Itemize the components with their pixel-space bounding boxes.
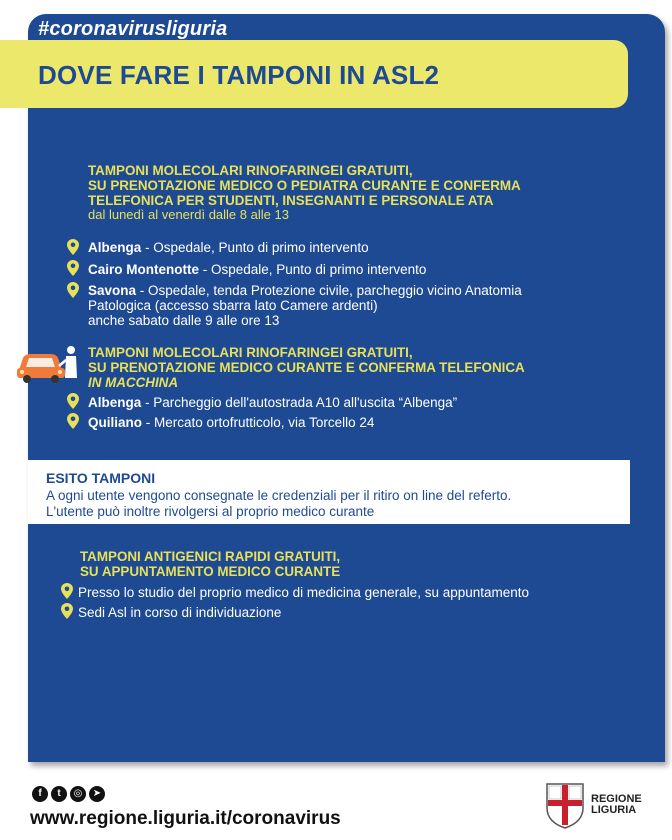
regione-liguria-logo	[545, 782, 665, 832]
esito-line: A ogni utente vengono consegnate le credenziali per il ritiro on line del referto.	[46, 488, 512, 503]
location-item	[88, 262, 426, 277]
hashtag: #coronavirusliguria	[38, 18, 228, 40]
regional-crest-icon	[545, 782, 585, 830]
location-desc: - Parcheggio dell'autostrada A10 all'uscita “Albenga”	[141, 395, 458, 410]
location-item	[88, 395, 457, 410]
esito-line: L'utente può inoltre rivolgersi al proprio medico curante	[46, 504, 375, 519]
location-name: Savona	[88, 283, 137, 298]
location-pin-icon	[67, 413, 79, 429]
location-pin-icon	[67, 282, 79, 298]
page-title: DOVE FARE I TAMPONI IN ASL2	[38, 60, 440, 90]
instagram-icon[interactable]: ◎	[70, 786, 86, 802]
esito-box	[28, 460, 630, 524]
section2-header-italic: IN MACCHINA	[88, 375, 179, 390]
website-link[interactable]: www.regione.liguria.it/coronavirus	[30, 808, 341, 829]
section2-header	[88, 345, 525, 390]
section3-header-line: TAMPONI ANTIGENICI RAPIDI GRATUITI,	[80, 549, 341, 564]
section1-header-line: TAMPONI MOLECOLARI RINOFARINGEI GRATUITI,	[88, 163, 413, 178]
section3-header-line: SU APPUNTAMENTO MEDICO CURANTE	[80, 564, 341, 579]
section2-header-line: TAMPONI MOLECOLARI RINOFARINGEI GRATUITI,	[88, 345, 413, 360]
location-desc: - Mercato ortofrutticolo, via Torcello 24	[142, 415, 375, 430]
location-item	[88, 283, 522, 328]
location-desc: - Ospedale, Punto di primo intervento	[199, 262, 427, 277]
location-extra-line: Patologica (accesso sbarra lato Camere ardenti)	[88, 298, 378, 313]
section1-header-line: TELEFONICA PER STUDENTI, INSEGNANTI E PERSONALE ATA	[88, 193, 494, 208]
section1-header	[88, 163, 521, 208]
region-name-line: REGIONE	[591, 793, 642, 805]
location-extra-line: anche sabato dalle 9 alle ore 13	[88, 313, 280, 328]
location-pin-icon	[67, 239, 79, 255]
title-bar	[0, 40, 628, 108]
section3-header	[80, 549, 340, 579]
section2-header-line: SU PRENOTAZIONE MEDICO CURANTE E CONFERMA TELEFONICA	[88, 360, 525, 375]
region-name-line: LIGURIA	[591, 804, 637, 816]
location-name: Quiliano	[88, 415, 142, 430]
location-pin-icon	[67, 260, 79, 276]
location-item	[88, 415, 374, 430]
location-name: Albenga	[88, 395, 142, 410]
location-desc: - Ospedale, Punto di primo intervento	[141, 240, 369, 255]
location-pin-icon	[67, 393, 79, 409]
drive-through-car-icon	[15, 342, 79, 384]
location-pin-icon	[61, 603, 73, 619]
region-name	[591, 794, 642, 816]
section1-header-line: SU PRENOTAZIONE MEDICO O PEDIATRA CURANTE E CONFERMA	[88, 178, 521, 193]
location-pin-icon	[61, 583, 73, 599]
location-name: Albenga	[88, 240, 142, 255]
location-name: Cairo Montenotte	[88, 262, 199, 277]
social-icons	[32, 786, 105, 802]
twitter-icon[interactable]: t	[51, 786, 67, 802]
esito-title: ESITO TAMPONI	[46, 470, 156, 486]
list-item: Presso lo studio del proprio medico di medicina generale, su appuntamento	[78, 585, 530, 600]
section1-schedule: dal lunedì al venerdì dalle 8 alle 13	[88, 207, 289, 222]
facebook-icon[interactable]: f	[32, 786, 48, 802]
telegram-icon[interactable]: ➤	[89, 786, 105, 802]
location-desc: - Ospedale, tenda Protezione civile, parcheggio vicino Anatomia	[136, 283, 522, 298]
list-item: Sedi Asl in corso di individuazione	[78, 605, 282, 620]
location-item	[88, 240, 369, 255]
